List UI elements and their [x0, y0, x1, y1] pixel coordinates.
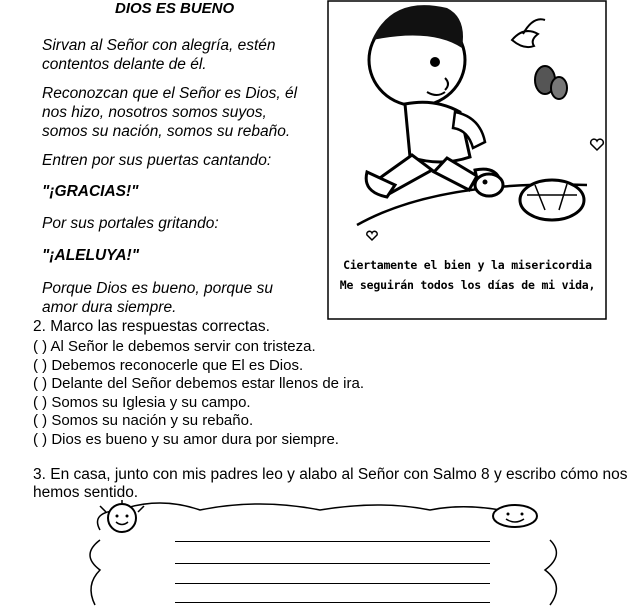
- option-1[interactable]: ( ) Al Señor le debemos servir con tristeza.: [33, 338, 316, 355]
- verse-2: Reconozcan que el Señor es Dios, él nos hizo, nosotros somos suyos, somos su nación, somos su rebaño.: [42, 85, 298, 140]
- verse-aleluya: "¡ALELUYA!": [42, 247, 140, 264]
- answer-line-2[interactable]: [175, 563, 490, 564]
- banner-line-2: Me seguirán todos los días de mi vida,: [339, 278, 596, 292]
- cloud-writing-frame: [60, 500, 580, 610]
- verse-3: Entren por sus puertas cantando:: [42, 152, 272, 169]
- option-2[interactable]: ( ) Debemos reconocerle que El es Dios.: [33, 356, 304, 374]
- question-3: 3. En casa, junto con mis padres leo y alabo al Señor con Salmo 8 y escribo cómo nos hemos sentido.: [33, 466, 628, 501]
- answer-line-4[interactable]: [175, 602, 490, 603]
- verse-gracias: "¡GRACIAS!": [42, 183, 139, 200]
- option-5[interactable]: ( ) Somos su nación y su rebaño.: [33, 412, 254, 429]
- option-3[interactable]: ( ) Delante del Señor debemos estar llenos de ira.: [33, 375, 365, 392]
- option-4[interactable]: ( ) Somos su Iglesia y su campo.: [33, 393, 251, 411]
- question-2-heading: 2. Marco las respuestas correctas.: [33, 318, 270, 335]
- verse-1: Sirvan al Señor con alegría, estén contentos delante de él.: [42, 37, 276, 73]
- banner-line-1: Ciertamente el bien y la misericordia: [343, 258, 592, 272]
- psalm-banner: [330, 255, 605, 295]
- question-2-options: [33, 338, 364, 449]
- answer-line-3[interactable]: [175, 583, 490, 584]
- worksheet-title: DIOS ES BUENO: [115, 0, 235, 17]
- verse-5: Porque Dios es bueno, porque su amor dura siempre.: [42, 280, 273, 316]
- option-6[interactable]: ( ) Dios es bueno y su amor dura por siempre.: [33, 430, 339, 448]
- answer-line-1[interactable]: [175, 541, 490, 542]
- verse-4: Por sus portales gritando:: [42, 215, 219, 232]
